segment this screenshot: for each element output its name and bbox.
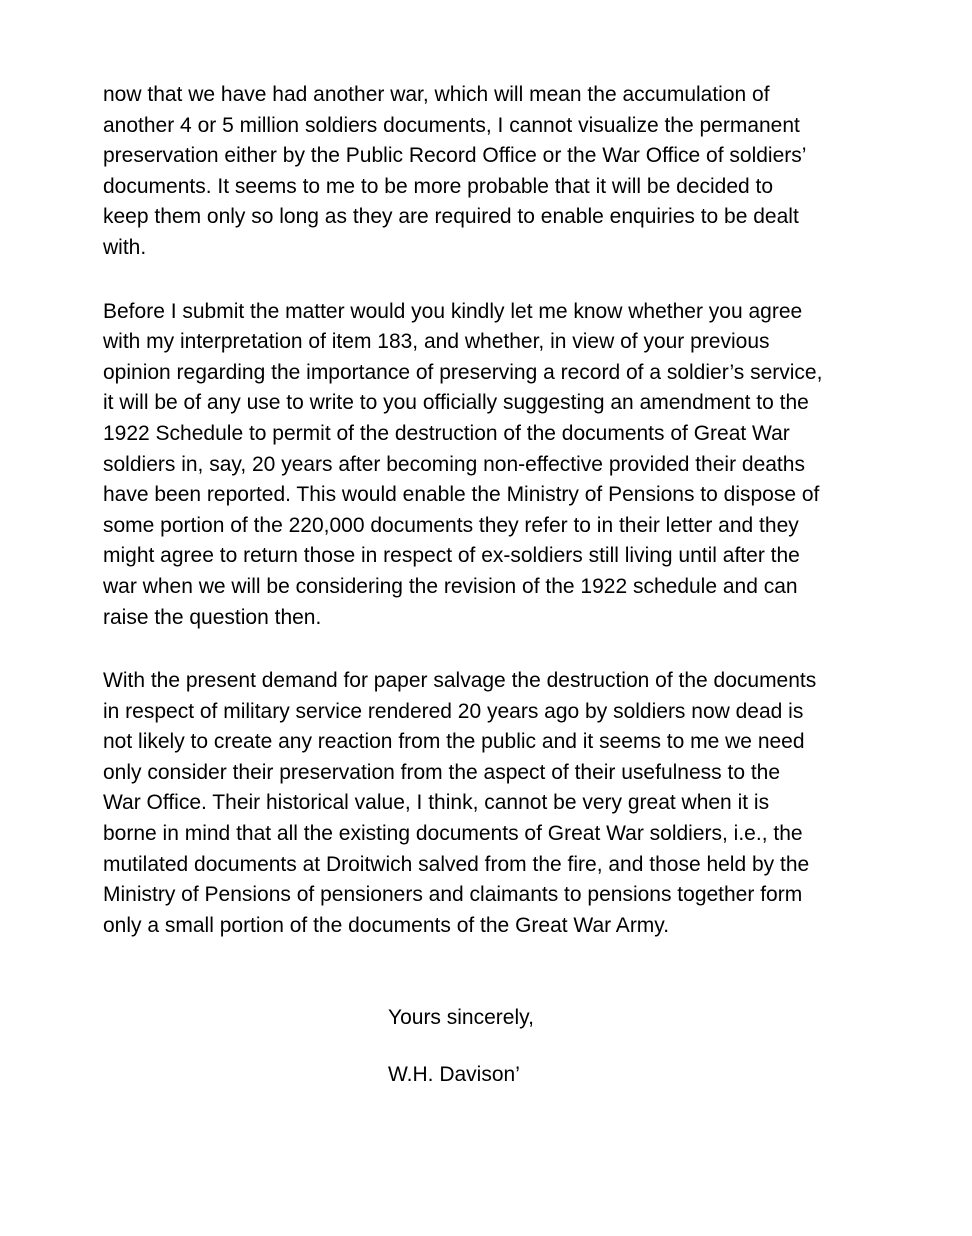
text-line: with my interpretation of item 183, and whether, in view of your previous	[103, 330, 770, 354]
paragraph	[103, 666, 912, 941]
letter-closing	[388, 1003, 912, 1090]
text-line: with.	[103, 235, 147, 259]
paragraph	[103, 80, 912, 264]
text-line: raise the question then.	[103, 605, 322, 629]
text-line: War Office. Their historical value, I think, cannot be very great when it is	[103, 791, 770, 815]
text-line: soldiers in, say, 20 years after becoming non-effective provided their deaths	[103, 452, 805, 476]
text-line: war when we will be considering the revision of the 1922 schedule and can	[103, 574, 798, 598]
text-line: some portion of the 220,000 documents they refer to in their letter and they	[103, 513, 799, 537]
text-line: only consider their preservation from the aspect of their usefulness to the	[103, 760, 781, 784]
text-line: 1922 Schedule to permit of the destruction of the documents of Great War	[103, 421, 790, 445]
text-line: With the present demand for paper salvage the destruction of the documents	[103, 669, 817, 693]
paragraph	[103, 297, 912, 634]
closing-signature: W.H. Davison’	[388, 1063, 520, 1087]
text-line: keep them only so long as they are required to enable enquiries to be dealt	[103, 205, 799, 229]
text-line: only a small portion of the documents of the Great War Army.	[103, 913, 670, 937]
text-line: mutilated documents at Droitwich salved from the fire, and those held by the	[103, 852, 810, 876]
text-line: not likely to create any reaction from the public and it seems to me we need	[103, 730, 805, 754]
text-line: Ministry of Pensions of pensioners and claimants to pensions together form	[103, 883, 803, 907]
text-line: documents. It seems to me to be more probable that it will be decided to	[103, 174, 774, 198]
text-line: borne in mind that all the existing documents of Great War soldiers, i.e., the	[103, 822, 803, 846]
text-line: preservation either by the Public Record Office or the War Office of soldiers’	[103, 144, 807, 168]
text-line: another 4 or 5 million soldiers documents, I cannot visualize the permanent	[103, 113, 800, 137]
text-line: have been reported. This would enable the Ministry of Pensions to dispose of	[103, 483, 820, 507]
text-line: Before I submit the matter would you kindly let me know whether you agree	[103, 299, 803, 323]
text-line: opinion regarding the importance of preserving a record of a soldier’s service,	[103, 360, 823, 384]
text-line: now that we have had another war, which will mean the accumulation of	[103, 83, 770, 106]
closing-salutation: Yours sincerely,	[388, 1006, 534, 1030]
text-line: might agree to return those in respect of ex-soldiers still living until after the	[103, 544, 800, 568]
letter-body	[103, 80, 912, 941]
text-line: it will be of any use to write to you officially suggesting an amendment to the	[103, 391, 809, 415]
text-line: in respect of military service rendered 20 years ago by soldiers now dead is	[103, 699, 804, 723]
